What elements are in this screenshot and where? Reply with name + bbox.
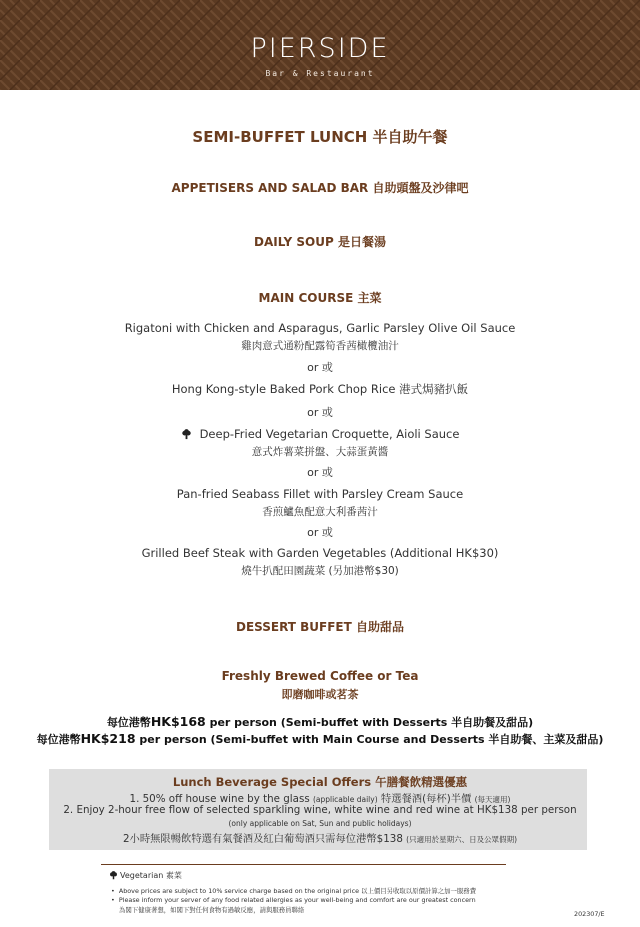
footnote-1: • Above prices are subject to 10% service charge based on the original price 以上價目另收取以原價計算之加一服務費 <box>111 887 477 895</box>
price-line-1 <box>0 714 640 730</box>
header-banner <box>0 0 640 90</box>
price-2-rest: per person (Semi-buffet with Main Course and Desserts 半自助餐、主菜及甜品) <box>135 733 604 746</box>
logo-title: PIERSIDE <box>250 33 390 64</box>
menu-title: SEMI-BUFFET LUNCH 半自助午餐 <box>192 128 448 146</box>
dish-1-en: Rigatoni with Chicken and Asparagus, Garlic Parsley Olive Oil Sauce <box>124 321 516 335</box>
beverage-offer-1-note: (applicable daily) <box>312 795 378 804</box>
footnote-2-text: Please inform your server of any food related allergies as your well-being and comfort are our greatest concern <box>118 896 476 904</box>
or-separator: or 或 <box>307 526 333 539</box>
beverage-offer-2-zh-note: (只適用於星期六、日及公眾假期) <box>406 835 517 844</box>
footnote-2: • Please inform your server of any food related allergies as your well-being and comfort are our greatest concern <box>111 896 476 904</box>
dish-4-zh: 香煎鱸魚配意大利番茜汁 <box>262 506 378 518</box>
soup-heading: DAILY SOUP 是日餐湯 <box>254 235 386 249</box>
price-2-amount: HK$218 <box>80 731 136 746</box>
beverage-offer-1-b: 特選餐酒(每杯)半價 <box>377 793 475 805</box>
dish-1-zh: 雞肉意式通粉配露筍香茜橄欖油汁 <box>241 340 399 352</box>
footer-divider <box>101 864 506 865</box>
beverage-offer-2-zh-main: 2小時無限暢飲特選有氣餐酒及紅白葡萄酒只需每位港幣$138 <box>122 833 407 845</box>
coffee-zh: 即磨咖啡或茗茶 <box>281 688 359 701</box>
dish-5-en: Grilled Beef Steak with Garden Vegetables (Additional HK$30) <box>141 546 499 560</box>
or-separator: or 或 <box>307 466 333 479</box>
main-course-heading: MAIN COURSE 主菜 <box>258 291 382 305</box>
beverage-title: Lunch Beverage Special Offers 午膳餐飲精選優惠 <box>172 775 468 789</box>
or-separator: or 或 <box>307 406 333 419</box>
dish-3-line <box>0 427 640 441</box>
dish-3-en: Deep-Fried Vegetarian Croquette, Aioli Sauce <box>199 427 460 441</box>
logo-subtitle: Bar & Restaurant <box>265 69 375 78</box>
dessert-heading: DESSERT BUFFET 自助甜品 <box>235 620 404 634</box>
price-line-2 <box>0 731 640 747</box>
footnote-1-text: Above prices are subject to 10% service charge based on the original price 以上價目另收取以原價計算之加一服務費 <box>118 887 477 895</box>
beverage-offer-1-note-zh: (每天適用) <box>474 795 511 804</box>
beverage-offer-1-a: 1. 50% off house wine by the glass <box>129 793 313 805</box>
or-separator: or 或 <box>307 361 333 374</box>
price-2-prefix: 每位港幣 <box>36 733 81 746</box>
dish-3-zh: 意式炸薯菜拼盤、大蒜蛋黃醬 <box>251 446 389 458</box>
broccoli-icon <box>109 871 118 880</box>
vegetarian-label: Vegetarian 素菜 <box>120 871 182 880</box>
footnote-3: 為閣下健康著想，如閣下對任何食物有過敏反應，請與服務員聯絡 <box>119 906 305 914</box>
beverage-offer-2: 2. Enjoy 2-hour free flow of selected sparkling wine, white wine and red wine at HK$138 per person <box>63 804 577 816</box>
dish-2-en: Hong Kong-style Baked Pork Chop Rice 港式焗豬扒飯 <box>171 382 469 396</box>
beverage-offer-2-zh <box>0 830 640 845</box>
broccoli-icon <box>181 429 192 440</box>
price-1-amount: HK$168 <box>150 714 206 729</box>
coffee-en: Freshly Brewed Coffee or Tea <box>221 669 419 683</box>
dish-5-zh: 燒牛扒配田園蔬菜 (另加港幣$30) <box>241 565 399 577</box>
dish-4-en: Pan-fried Seabass Fillet with Parsley Cream Sauce <box>176 487 464 501</box>
price-1-prefix: 每位港幣 <box>106 716 151 729</box>
beverage-offer-1 <box>0 790 640 805</box>
appetisers-heading: APPETISERS AND SALAD BAR 自助頭盤及沙律吧 <box>171 181 469 195</box>
beverage-offer-2-note: (only applicable on Sat, Sun and public holidays) <box>228 819 412 828</box>
document-code: 202307/E <box>574 910 605 918</box>
vegetarian-legend <box>109 870 182 881</box>
price-1-rest: per person (Semi-buffet with Desserts 半自助餐及甜品) <box>205 716 534 729</box>
